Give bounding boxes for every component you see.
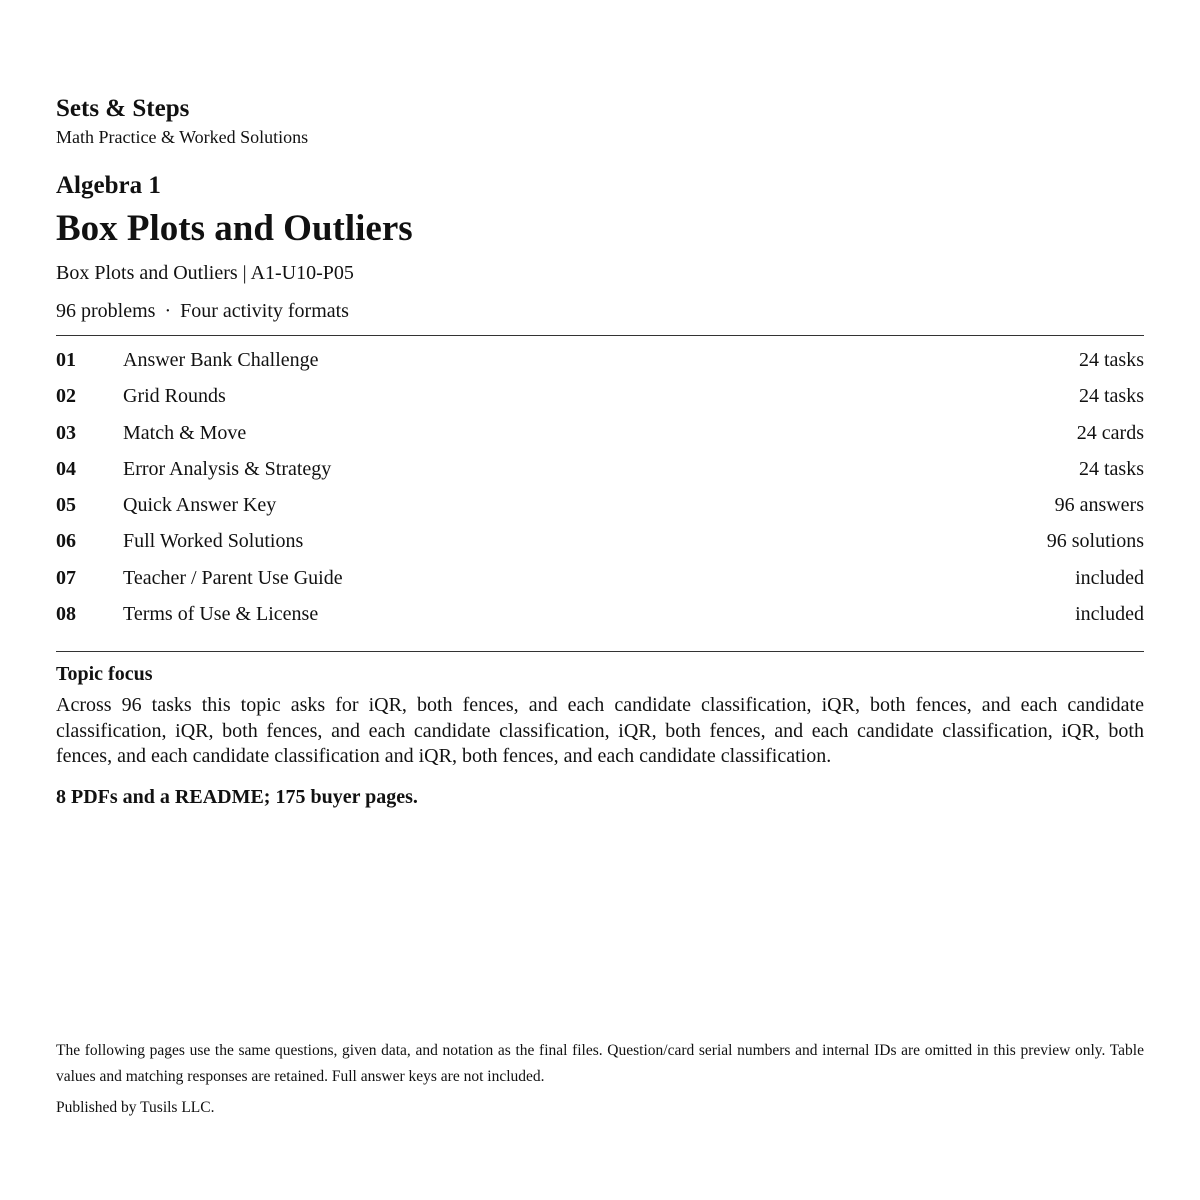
section-number: 01 — [56, 349, 76, 371]
meta-separator: · — [164, 300, 172, 322]
section-number: 07 — [56, 566, 76, 589]
contents-row — [56, 560, 1144, 596]
section-count: 24 tasks — [1079, 349, 1144, 371]
section-count: 96 answers — [1054, 494, 1144, 517]
contents-row — [56, 596, 1144, 632]
topic-focus-text: Across 96 tasks this topic asks for iQR, both fences, and each candidate classification, iQR, both fences, and each candidate classification, iQR, both fences, and each candidate classification, iQR, both fences, and each candidate classification, iQR, both fences, and each candidate classification and iQR, both fences, and each candidate classification. — [56, 694, 1144, 767]
brand-name: Sets & Steps — [56, 95, 190, 122]
section-title: Terms of Use & License — [123, 603, 319, 626]
contents-row — [56, 342, 1144, 378]
section-count: 24 cards — [1076, 421, 1144, 444]
preview-page — [56, 0, 1144, 1200]
course-name: Algebra 1 — [56, 172, 161, 199]
contents-row — [56, 451, 1144, 487]
format-count: Four activity formats — [180, 300, 349, 322]
section-number: 03 — [56, 421, 76, 444]
problem-count: 96 problems — [56, 300, 156, 322]
section-title: Match & Move — [123, 421, 247, 444]
section-title: Grid Rounds — [123, 385, 226, 408]
publisher-line: Published by Tusils LLC. — [56, 1099, 215, 1116]
product-meta — [56, 298, 349, 324]
files-summary: 8 PDFs and a README; 175 buyer pages. — [56, 786, 418, 808]
section-count: included — [1075, 566, 1144, 589]
section-number: 04 — [56, 457, 76, 480]
product-code-line: Box Plots and Outliers | A1-U10-P05 — [56, 262, 354, 284]
section-title: Full Worked Solutions — [123, 530, 304, 553]
contents-row — [56, 378, 1144, 414]
contents-top-divider — [56, 335, 1144, 336]
section-count: included — [1075, 603, 1144, 626]
section-title: Error Analysis & Strategy — [123, 457, 332, 480]
section-count: 24 tasks — [1079, 457, 1144, 480]
section-title: Answer Bank Challenge — [123, 349, 319, 371]
preview-notice: The following pages use the same questions, given data, and notation as the final files. Question/card serial numbers and internal IDs are omitted in this preview only. Table values and matching responses are retained. Full answer keys are not included. — [56, 1042, 1144, 1085]
contents-row — [56, 415, 1144, 451]
topic-focus-heading: Topic focus — [56, 663, 153, 685]
section-count: 96 solutions — [1046, 530, 1144, 553]
section-count: 24 tasks — [1079, 385, 1144, 408]
section-title: Teacher / Parent Use Guide — [123, 566, 343, 589]
contents-bottom-divider — [56, 651, 1144, 652]
page-title: Box Plots and Outliers — [56, 208, 413, 249]
section-title: Quick Answer Key — [123, 494, 277, 517]
section-number: 08 — [56, 603, 76, 626]
section-number: 02 — [56, 385, 76, 408]
section-number: 05 — [56, 494, 76, 517]
contents-list — [56, 342, 1144, 632]
brand-tagline: Math Practice & Worked Solutions — [56, 127, 309, 147]
contents-row — [56, 487, 1144, 523]
section-number: 06 — [56, 530, 76, 553]
contents-row — [56, 523, 1144, 559]
